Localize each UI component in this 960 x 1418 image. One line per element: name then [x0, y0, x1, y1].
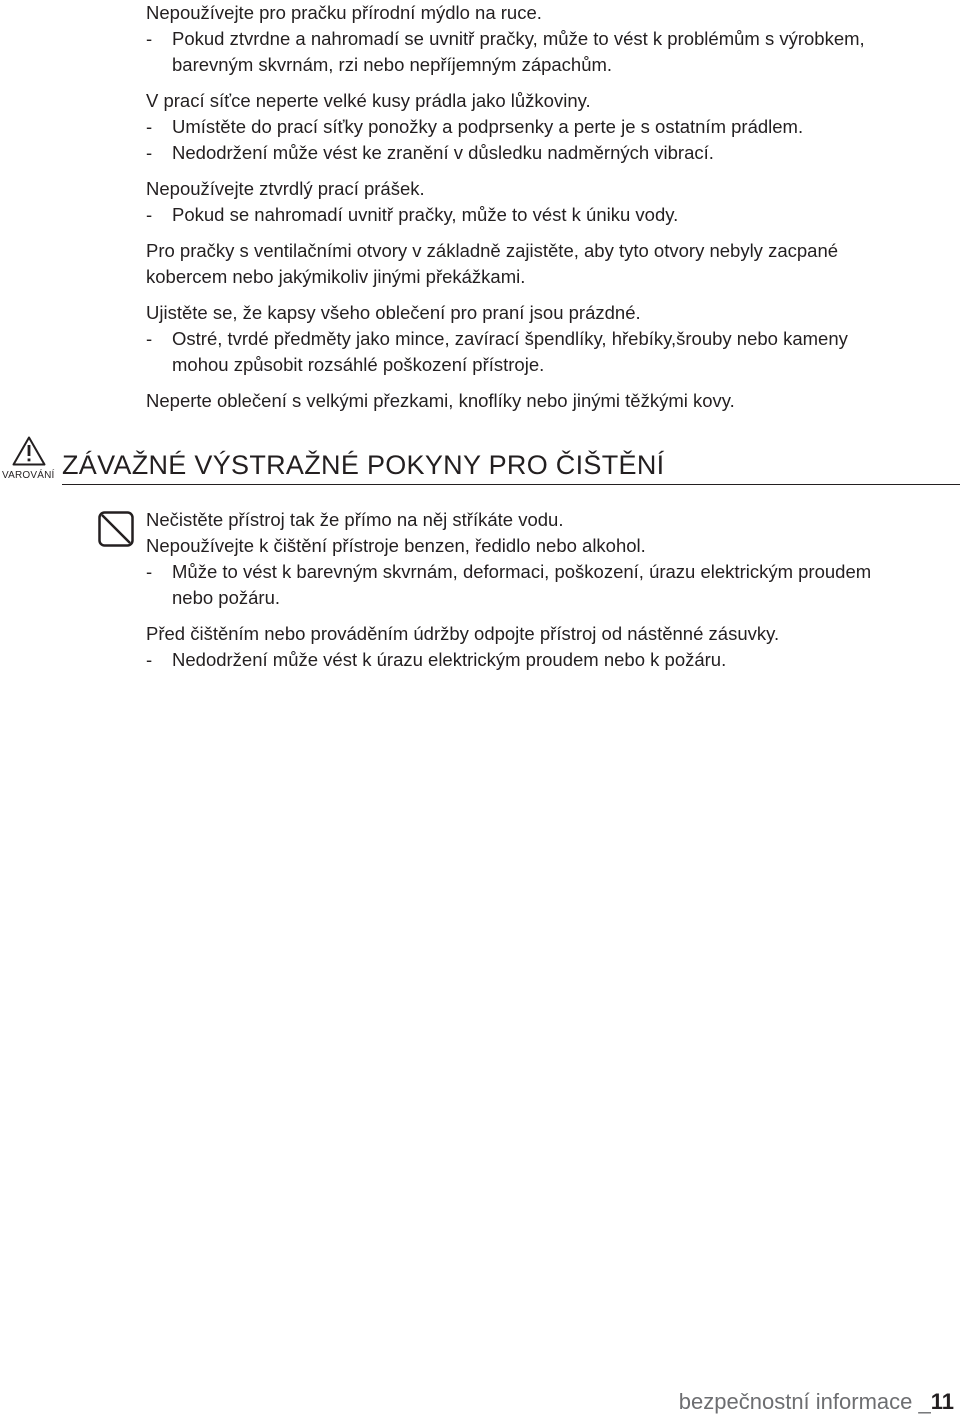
instruction-text: Nepoužívejte ztvrdlý prací prášek.: [146, 178, 425, 199]
instruction-block: [146, 300, 940, 378]
sub-bullet: - Může to vést k barevným skvrnám, deformaci, poškození, úrazu elektrickým proudem: [146, 561, 872, 582]
cleaning-instructions: [146, 507, 940, 683]
instruction-text: kobercem nebo jakýmikoliv jinými překážkami.: [146, 266, 526, 287]
sub-bullet-continuation: mohou způsobit rozsáhlé poškození přístroje.: [172, 354, 545, 375]
instruction-text: Ujistěte se, že kapsy všeho oblečení pro praní jsou prázdné.: [146, 302, 641, 323]
instruction-text: Nepoužívejte pro pračku přírodní mýdlo na ruce.: [146, 2, 542, 23]
instruction-block: [146, 621, 940, 673]
warning-triangle-icon: [12, 436, 46, 466]
sub-bullet: - Nedodržení může vést ke zranění v důsledku nadměrných vibrací.: [146, 142, 714, 163]
section-heading: ZÁVAŽNÉ VÝSTRAŽNÉ POKYNY PRO ČIŠTĚNÍ: [62, 450, 665, 480]
sub-bullet: - Umístěte do prací síťky ponožky a podprsenky a perte je s ostatním prádlem.: [146, 116, 804, 137]
sub-bullet: - Pokud se nahromadí uvnitř pračky, může to vést k úniku vody.: [146, 204, 679, 225]
warning-label: VAROVÁNÍ: [2, 470, 55, 481]
footer-section-title: bezpečnostní informace _: [678, 1389, 931, 1414]
instruction-text: Nečistěte přístroj tak že přímo na něj stříkáte vodu.: [146, 509, 564, 530]
sub-bullet: - Nedodržení může vést k úrazu elektrickým proudem nebo k požáru.: [146, 649, 727, 670]
instruction-block: [146, 176, 940, 228]
heading-underline: [62, 484, 960, 485]
sub-bullet: - Ostré, tvrdé předměty jako mince, zavírací špendlíky, hřebíky,šrouby nebo kameny: [146, 328, 848, 349]
instruction-text: V prací síťce neperte velké kusy prádla jako lůžkoviny.: [146, 90, 591, 111]
page-number: 11: [930, 1389, 954, 1414]
instruction-text: Nepoužívejte k čištění přístroje benzen, ředidlo nebo alkohol.: [146, 535, 646, 556]
instruction-text: Neperte oblečení s velkými přezkami, knoflíky nebo jinými těžkými kovy.: [146, 390, 735, 411]
instruction-block: [146, 238, 940, 290]
safety-instructions-top: [146, 0, 940, 424]
instruction-block: [146, 388, 940, 414]
instruction-text: Pro pračky s ventilačními otvory v základně zajistěte, aby tyto otvory nebyly zacpané: [146, 240, 839, 261]
instruction-block: [146, 507, 940, 611]
prohibited-icon: [98, 511, 134, 547]
instruction-block: [146, 0, 940, 78]
sub-bullet-continuation: nebo požáru.: [172, 587, 281, 608]
section-heading-row: [0, 436, 960, 486]
sub-bullet-continuation: barevným skvrnám, rzi nebo nepříjemným zápachům.: [172, 54, 613, 75]
page-footer: [679, 1388, 954, 1416]
sub-bullet: - Pokud ztvrdne a nahromadí se uvnitř pračky, může to vést k problémům s výrobkem,: [146, 28, 865, 49]
instruction-block: [146, 88, 940, 166]
instruction-text: Před čištěním nebo prováděním údržby odpojte přístroj od nástěnné zásuvky.: [146, 623, 780, 644]
